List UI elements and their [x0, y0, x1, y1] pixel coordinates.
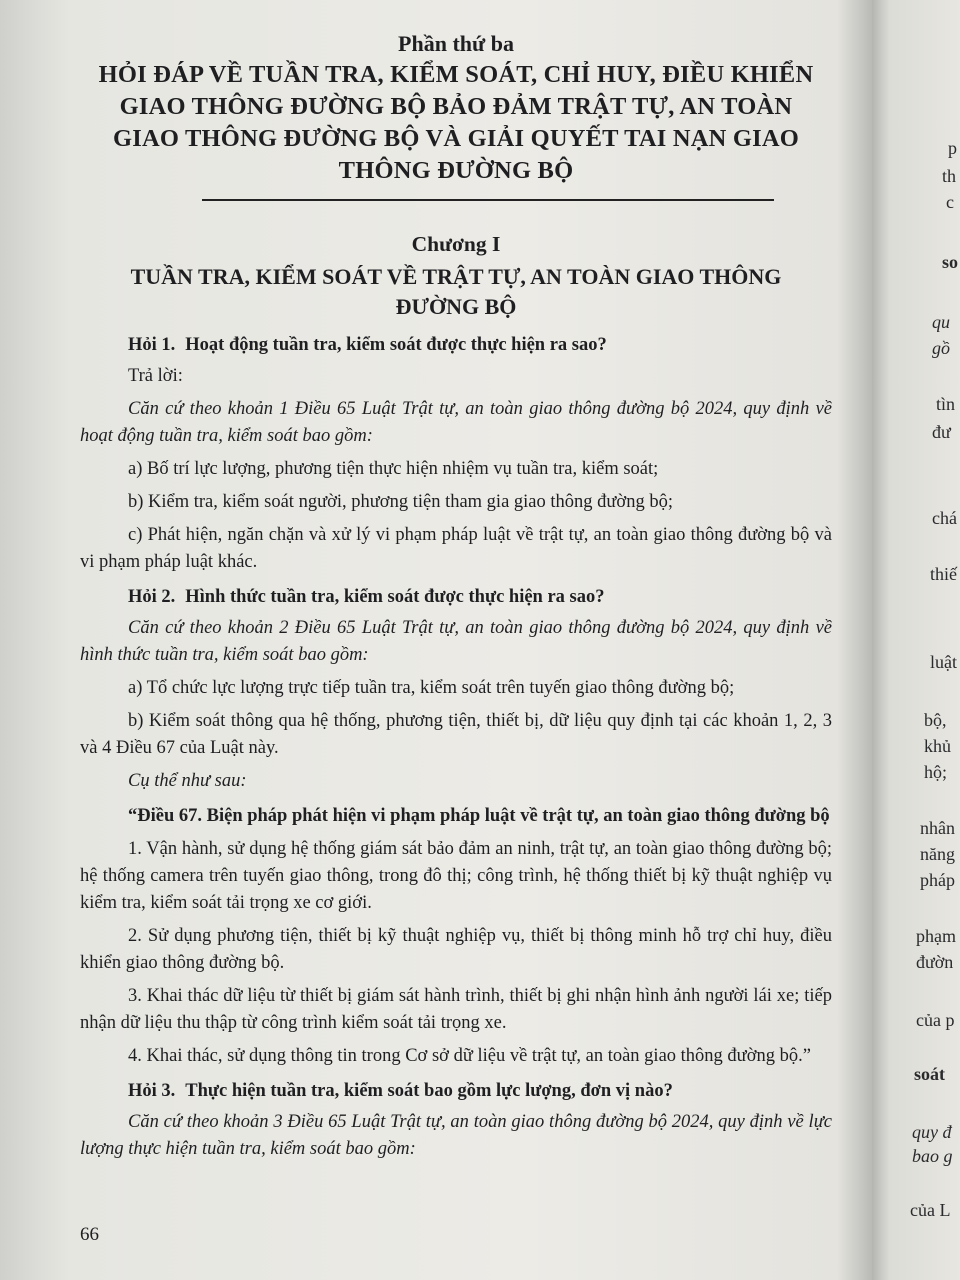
q2-legal-basis: Căn cứ theo khoản 2 Điều 65 Luật Trật tự, an toàn giao thông đường bộ 2024, quy định về hình thức tuần tra, kiểm soát bao gồm: [80, 618, 832, 665]
page-number: 66 [80, 1224, 99, 1245]
right-fragment: bộ, [924, 710, 947, 730]
part-heading: Phần thứ ba [398, 31, 514, 56]
question-1 [80, 332, 832, 359]
section-title-line-1: HỎI ĐÁP VỀ TUẦN TRA, KIỂM SOÁT, CHỈ HUY, ĐIỀU KHIỂN [98, 61, 814, 88]
article-67-item-4: 4. Khai thác, sử dụng thông tin trong Cơ sở dữ liệu về trật tự, an toàn giao thông đường bộ.” [128, 1046, 811, 1066]
right-fragment: của p [916, 1010, 955, 1030]
chapter-title [80, 262, 832, 322]
right-fragment: quy đ [912, 1122, 952, 1142]
right-fragment: của L [910, 1200, 951, 1220]
right-fragment: chá [932, 508, 957, 528]
title-divider [202, 199, 774, 201]
right-fragment: luật [930, 652, 957, 672]
q2-item-b: b) Kiểm soát thông qua hệ thống, phương tiện, thiết bị, dữ liệu quy định tại các khoản 1, 2, 3 và 4 Điều 67 của Luật này. [80, 711, 832, 758]
right-fragment: thiế [930, 564, 957, 584]
q2-item-a: a) Tổ chức lực lượng trực tiếp tuần tra, kiểm soát trên tuyến giao thông đường bộ; [128, 678, 735, 698]
right-fragment: phạm [916, 926, 956, 946]
q1-item-c: c) Phát hiện, ngăn chặn và xử lý vi phạm pháp luật về trật tự, an toàn giao thông đường bộ và vi phạm pháp luật khác. [80, 525, 832, 572]
right-fragment: năng [920, 844, 955, 864]
section-title-line-4: THÔNG ĐƯỜNG BỘ [338, 157, 574, 184]
q1-legal-basis: Căn cứ theo khoản 1 Điều 65 Luật Trật tự, an toàn giao thông đường bộ 2024, quy định về hoạt động tuần tra, kiểm soát bao gồm: [80, 399, 832, 446]
question-2-number: Hỏi 2. [128, 587, 176, 607]
right-fragment: pháp [920, 870, 955, 890]
question-2 [80, 584, 832, 611]
right-book-page-edge [872, 0, 960, 1280]
question-3-text: Thực hiện tuần tra, kiểm soát bao gồm lực lượng, đơn vị nào? [185, 1081, 673, 1101]
section-title-line-3: GIAO THÔNG ĐƯỜNG BỘ VÀ GIẢI QUYẾT TAI NẠN GIAO [112, 125, 799, 152]
article-67-item-3: 3. Khai thác dữ liệu từ thiết bị giám sát hành trình, thiết bị ghi nhận hình ảnh người lái xe; tiếp nhận dữ liệu thu thập từ công trình kiểm soát tải trọng xe. [80, 986, 832, 1033]
right-fragment: c [946, 192, 954, 212]
article-67-item-2: 2. Sử dụng phương tiện, thiết bị kỹ thuật nghiệp vụ, thiết bị thông minh hỗ trợ chỉ huy, điều khiển giao thông đường bộ. [80, 926, 832, 973]
question-1-number: Hỏi 1. [128, 335, 176, 355]
chapter-title-line-1: TUẦN TRA, KIỂM SOÁT VỀ TRẬT TỰ, AN TOÀN GIAO THÔNG [130, 264, 782, 289]
right-fragment: soát [914, 1064, 945, 1084]
page-content [80, 30, 832, 1169]
right-fragment: bao g [912, 1146, 953, 1166]
question-2-text: Hình thức tuần tra, kiểm soát được thực hiện ra sao? [185, 587, 605, 607]
question-1-text: Hoạt động tuần tra, kiểm soát được thực hiện ra sao? [185, 335, 607, 355]
question-3 [80, 1078, 832, 1105]
answer-label: Trả lời: [128, 366, 183, 386]
right-fragment: qu [932, 312, 950, 332]
right-fragment: đườn [916, 952, 954, 972]
section-title-line-2: GIAO THÔNG ĐƯỜNG BỘ BẢO ĐẢM TRẬT TỰ, AN TOÀN [119, 93, 793, 120]
right-fragment: so [942, 252, 959, 272]
right-fragment: nhân [920, 818, 955, 838]
q1-item-a: a) Bố trí lực lượng, phương tiện thực hiện nhiệm vụ tuần tra, kiểm soát; [128, 459, 659, 479]
q2-detail-label: Cụ thể như sau: [128, 771, 247, 791]
question-3-number: Hỏi 3. [128, 1081, 176, 1101]
right-fragment: khủ [924, 736, 951, 756]
chapter-label: Chương I [411, 232, 501, 256]
right-fragment: p [948, 138, 957, 158]
q1-item-b: b) Kiểm tra, kiểm soát người, phương tiện tham gia giao thông đường bộ; [128, 492, 673, 512]
right-fragment: gồ [932, 338, 950, 358]
right-fragment: hộ; [924, 762, 948, 782]
q3-legal-basis: Căn cứ theo khoản 3 Điều 65 Luật Trật tự, an toàn giao thông đường bộ 2024, quy định về lực lượng thực hiện tuần tra, kiểm soát bao gồm: [80, 1112, 832, 1159]
article-67-title: “Điều 67. Biện pháp phát hiện vi phạm pháp luật về trật tự, an toàn giao thông đường bộ [128, 806, 830, 826]
right-fragment: th [942, 166, 957, 186]
right-fragment: tìn [936, 394, 956, 414]
article-67-item-1: 1. Vận hành, sử dụng hệ thống giám sát bảo đảm an ninh, trật tự, an toàn giao thông đường bộ; hệ thống camera trên tuyến giao thông, trong đô thị; công trình, hệ thống thiết bị kỹ thuật nghiệp vụ kiểm tra, kiểm soát tải trọng xe cơ giới. [80, 839, 832, 913]
chapter-title-line-2: ĐƯỜNG BỘ [395, 294, 517, 319]
right-fragment: đư [932, 422, 951, 442]
